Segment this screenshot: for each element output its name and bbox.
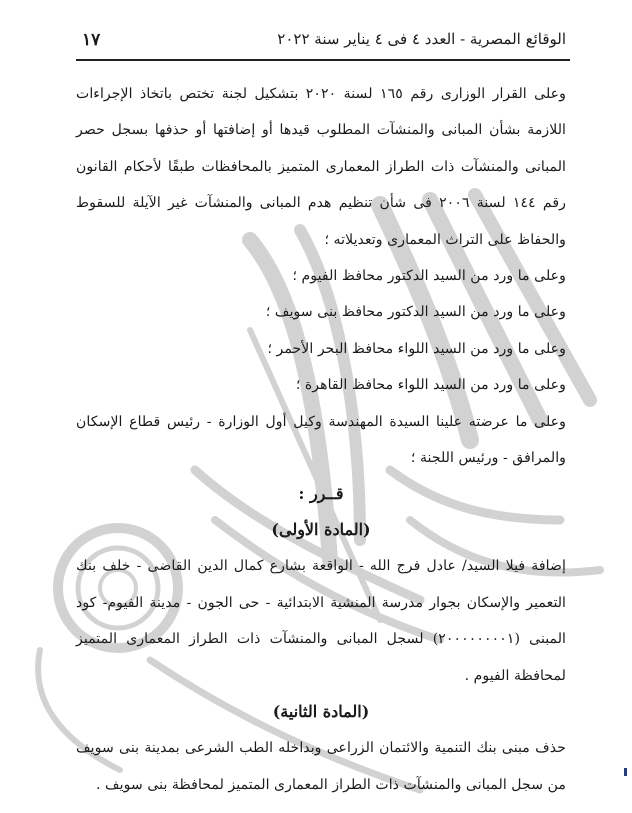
preamble-paragraph: وعلى ما ورد من السيد اللواء محافظ البحر الأحمر ؛ xyxy=(267,340,566,357)
page-header xyxy=(78,30,566,52)
article-1-title: (المادة الأولى) xyxy=(271,520,371,540)
header-title: الوقائع المصرية - العدد ٤ فى ٤ يناير سنة ٢٠٢٢ xyxy=(277,30,566,48)
article-1-text: إضافة فيلا السيد/ عادل فرج الله - الواقعة بشارع كمال الدين القاضى - خلف بنك التعمير والإسكان بجوار مدرسة المنشية الابتدائية - حى الجون - مدينة الفيوم- كود المبنى (٢٠٠٠٠٠٠٠٠١) لسجل المبانى والمنشآت ذات الطراز المعمارى المتميز لمحافظة الفيوم . xyxy=(76,558,566,684)
document-body xyxy=(76,76,566,803)
header-divider xyxy=(76,59,570,61)
preamble-paragraph: وعلى ما عرضته علينا السيدة المهندسة وكيل أول الوزارة - رئيس قطاع الإسكان والمرافق - ورئيس اللجنة ؛ xyxy=(76,413,566,467)
edge-mark xyxy=(624,768,627,776)
preamble-paragraph: وعلى ما ورد من السيد الدكتور محافظ بنى سويف ؛ xyxy=(265,304,566,321)
decision-heading: قــرر : xyxy=(298,484,344,504)
article-2-title: (المادة الثانية) xyxy=(272,702,370,722)
article-2-text: حذف مبنى بنك التنمية والائتمان الزراعى وبداخله الطب الشرعى بمدينة بنى سويف من سجل المبانى والمنشآت ذات الطراز المعمارى المتميز لمحافظة بنى سويف . xyxy=(76,740,566,793)
page-number: ١٧ xyxy=(82,30,101,50)
preamble-paragraph: وعلى ما ورد من السيد الدكتور محافظ الفيوم ؛ xyxy=(292,268,566,285)
preamble-paragraph: وعلى القرار الوزارى رقم ١٦٥ لسنة ٢٠٢٠ بتشكيل لجنة تختص باتخاذ الإجراءات اللازمة بشأن المبانى والمنشآت المطلوب قيدها أو إضافتها أو حذفها بسجل حصر المبانى والمنشآت ذات الطراز المعمارى المتميز بالمحافظات طبقًا لأحكام القانون رقم ١٤٤ لسنة ٢٠٠٦ فى شأن تنظيم هدم المبانى والمنشآت غير الآيلة للسقوط والحفاظ على التراث المعمارى وتعديلاته ؛ xyxy=(76,86,566,248)
preamble-paragraph: وعلى ما ورد من السيد اللواء محافظ القاهرة ؛ xyxy=(295,377,566,394)
